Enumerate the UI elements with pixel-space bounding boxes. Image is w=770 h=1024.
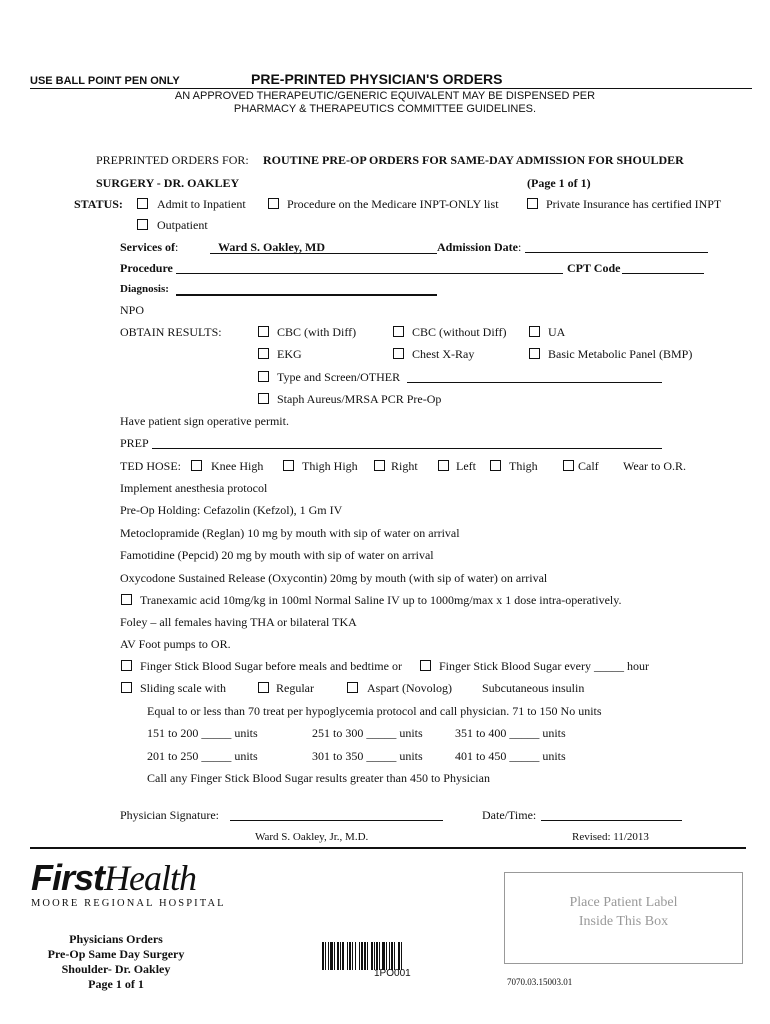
- staph-label: Staph Aureus/MRSA PCR Pre-Op: [277, 392, 442, 406]
- private-insurance-checkbox[interactable]: [527, 198, 538, 209]
- barcode-bar: [371, 942, 373, 970]
- foley-order: Foley – all females having THA or bilateral TKA: [120, 615, 357, 629]
- staph-checkbox[interactable]: [258, 393, 269, 404]
- left-label: Left: [456, 459, 476, 473]
- procedure-field[interactable]: [176, 273, 563, 274]
- sliding-scale-label: Sliding scale with: [140, 681, 226, 695]
- obtain-results-label: OBTAIN RESULTS:: [120, 325, 222, 339]
- revised-date: Revised: 11/2013: [572, 831, 649, 843]
- thigh-high-label: Thigh High: [302, 459, 358, 473]
- page-indicator: (Page 1 of 1): [527, 176, 591, 190]
- barcode-bar: [389, 942, 390, 970]
- scale-151-200: 151 to 200 _____ units: [147, 726, 258, 740]
- orders-for-label: PREPRINTED ORDERS FOR:: [96, 153, 249, 167]
- barcode-text: 1PO001: [374, 968, 411, 979]
- barcode-bar: [364, 942, 366, 970]
- regular-checkbox[interactable]: [258, 682, 269, 693]
- form-name-block: [36, 932, 196, 992]
- barcode-bar: [349, 942, 351, 970]
- form-number: 7070.03.15003.01: [507, 977, 573, 987]
- cbc-no-diff-label: CBC (without Diff): [412, 325, 507, 339]
- sliding-scale-checkbox[interactable]: [121, 682, 132, 693]
- anesthesia-order: Implement anesthesia protocol: [120, 481, 268, 495]
- patient-label-box[interactable]: [504, 872, 743, 964]
- outpatient-label: Outpatient: [157, 218, 208, 232]
- npo-label: NPO: [120, 303, 145, 317]
- barcode-bar: [352, 942, 353, 970]
- wear-to-or-label: Wear to O.R.: [623, 459, 687, 473]
- barcode-bar: [330, 942, 333, 970]
- ua-checkbox[interactable]: [529, 326, 540, 337]
- barcode-bar: [322, 942, 324, 970]
- barcode-bar: [328, 942, 329, 970]
- services-value: Ward S. Oakley, MD: [218, 240, 326, 254]
- orders-title-1: ROUTINE PRE-OP ORDERS FOR SAME-DAY ADMISSION FOR SHOULDER: [263, 153, 684, 167]
- scale-301-350: 301 to 350 _____ units: [312, 749, 423, 763]
- fsbs-meals-checkbox[interactable]: [121, 660, 132, 671]
- type-screen-checkbox[interactable]: [258, 371, 269, 382]
- calf-checkbox[interactable]: [563, 460, 574, 471]
- tranexamic-order: Tranexamic acid 10mg/kg in 100ml Normal Saline IV up to 1000mg/max x 1 dose intra-operatively.: [140, 593, 622, 607]
- header-rule: [30, 88, 752, 89]
- ekg-label: EKG: [277, 347, 302, 361]
- cpt-code-field[interactable]: [622, 273, 704, 274]
- barcode-bar: [382, 942, 385, 970]
- physician-name: Ward S. Oakley, Jr., M.D.: [255, 831, 369, 843]
- fsbs-meals-order: Finger Stick Blood Sugar before meals and bedtime or: [140, 659, 402, 673]
- barcode-bar: [359, 942, 360, 970]
- barcode-bar: [355, 942, 356, 970]
- cbc-diff-label: CBC (with Diff): [277, 325, 357, 339]
- form-name-line-4: Page 1 of 1: [88, 977, 144, 991]
- fsbs-every-order: Finger Stick Blood Sugar every _____ hour: [439, 659, 649, 673]
- date-time-label: Date/Time:: [482, 808, 537, 822]
- right-label: Right: [391, 459, 418, 473]
- thigh-high-checkbox[interactable]: [283, 460, 294, 471]
- scale-351-400: 351 to 400 _____ units: [455, 726, 566, 740]
- admit-inpatient-label: Admit to Inpatient: [157, 197, 246, 211]
- left-checkbox[interactable]: [438, 460, 449, 471]
- services-line: [210, 253, 437, 254]
- barcode-bar: [347, 942, 348, 970]
- barcode-bar: [337, 942, 339, 970]
- medicare-inpt-checkbox[interactable]: [268, 198, 279, 209]
- form-name-line-2: Pre-Op Same Day Surgery: [47, 947, 185, 961]
- procedure-label: Procedure: [120, 261, 173, 275]
- services-label: Services of:: [120, 240, 179, 254]
- barcode-bar: [342, 942, 344, 970]
- cbc-diff-checkbox[interactable]: [258, 326, 269, 337]
- oxycontin-order: Oxycodone Sustained Release (Oxycontin) 20mg by mouth (with sip of water) on arrival: [120, 571, 548, 585]
- form-name-line-1: Physicians Orders: [69, 932, 163, 946]
- prep-label: PREP: [120, 436, 149, 450]
- patient-label-text-2: Inside This Box: [578, 914, 669, 929]
- tranexamic-checkbox[interactable]: [121, 594, 132, 605]
- scale-251-300: 251 to 300 _____ units: [312, 726, 423, 740]
- outpatient-checkbox[interactable]: [137, 219, 148, 230]
- bmp-label: Basic Metabolic Panel (BMP): [548, 347, 693, 361]
- call-physician-order: Call any Finger Stick Blood Sugar results greater than 450 to Physician: [147, 771, 490, 785]
- barcode-bar: [386, 942, 387, 970]
- barcode-bar: [394, 942, 395, 970]
- type-screen-other-field[interactable]: [407, 382, 662, 383]
- diagnosis-label: Diagnosis:: [120, 283, 169, 295]
- knee-high-checkbox[interactable]: [191, 460, 202, 471]
- admission-date-label: Admission Date:: [437, 240, 522, 254]
- fsbs-every-checkbox[interactable]: [420, 660, 431, 671]
- scale-201-250: 201 to 250 _____ units: [147, 749, 258, 763]
- chest-xray-checkbox[interactable]: [393, 348, 404, 359]
- form-name-line-3: Shoulder- Dr. Oakley: [61, 962, 171, 976]
- barcode-bar: [401, 942, 402, 970]
- pepcid-order: Famotidine (Pepcid) 20 mg by mouth with sip of water on arrival: [120, 548, 434, 562]
- bmp-checkbox[interactable]: [529, 348, 540, 359]
- chest-xray-label: Chest X-Ray: [412, 347, 475, 361]
- reglan-order: Metoclopramide (Reglan) 10 mg by mouth with sip of water on arrival: [120, 526, 460, 540]
- medicare-inpt-label: Procedure on the Medicare INPT-ONLY list: [287, 197, 499, 211]
- hospital-name: MOORE REGIONAL HOSPITAL: [31, 898, 226, 909]
- scale-low: Equal to or less than 70 treat per hypoglycemia protocol and call physician. 71 to 150 No units: [147, 704, 602, 718]
- regular-label: Regular: [276, 681, 314, 695]
- ua-label: UA: [548, 325, 566, 339]
- barcode-bar: [340, 942, 341, 970]
- admit-inpatient-checkbox[interactable]: [137, 198, 148, 209]
- aspart-checkbox[interactable]: [347, 682, 358, 693]
- ekg-checkbox[interactable]: [258, 348, 269, 359]
- right-checkbox[interactable]: [374, 460, 385, 471]
- prep-field[interactable]: [152, 448, 662, 449]
- scale-401-450: 401 to 450 _____ units: [455, 749, 566, 763]
- signature-label: Physician Signature:: [120, 808, 219, 822]
- firsthealth-logo: FirstHealth: [31, 857, 196, 898]
- calf-label: Calf: [578, 459, 599, 473]
- knee-high-label: Knee High: [211, 459, 264, 473]
- aspart-label: Aspart (Novolog): [367, 681, 452, 695]
- subq-insulin-label: Subcutaneous insulin: [482, 681, 585, 695]
- footer-rule: [30, 847, 746, 849]
- header-sub-2: PHARMACY & THERAPEUTICS COMMITTEE GUIDELINES.: [233, 103, 537, 115]
- barcode-bar: [379, 942, 380, 970]
- barcode-bar: [376, 942, 378, 970]
- type-screen-label: Type and Screen/OTHER: [277, 370, 401, 384]
- barcode-bar: [334, 942, 335, 970]
- status-label: STATUS:: [74, 197, 123, 211]
- barcode-bar: [325, 942, 326, 970]
- header-sub-1: AN APPROVED THERAPEUTIC/GENERIC EQUIVALENT MAY BE DISPENSED PER: [174, 90, 596, 102]
- thigh-checkbox[interactable]: [490, 460, 501, 471]
- barcode-bar: [391, 942, 393, 970]
- barcode-bar: [367, 942, 368, 970]
- admission-date-field[interactable]: [525, 252, 708, 253]
- patient-label-text-1: Place Patient Label: [569, 895, 678, 910]
- cpt-code-label: CPT Code: [567, 261, 621, 275]
- cbc-no-diff-checkbox[interactable]: [393, 326, 404, 337]
- sign-permit-order: Have patient sign operative permit.: [120, 414, 289, 428]
- av-foot-order: AV Foot pumps to OR.: [120, 637, 231, 651]
- form-title: PRE-PRINTED PHYSICIAN'S ORDERS: [251, 71, 503, 87]
- ted-hose-label: TED HOSE:: [120, 459, 181, 473]
- barcode-bar: [398, 942, 400, 970]
- barcode-bar: [374, 942, 375, 970]
- barcode-bar: [361, 942, 363, 970]
- cefazolin-order: Pre-Op Holding: Cefazolin (Kefzol), 1 Gm IV: [120, 503, 343, 517]
- pen-note: USE BALL POINT PEN ONLY: [30, 75, 180, 87]
- private-insurance-label: Private Insurance has certified INPT: [546, 197, 722, 211]
- thigh-label: Thigh: [509, 459, 538, 473]
- orders-title-2: SURGERY - DR. OAKLEY: [96, 176, 240, 190]
- barcode: [322, 942, 460, 970]
- signature-field[interactable]: [230, 820, 443, 821]
- date-time-field[interactable]: [541, 820, 682, 821]
- diagnosis-field[interactable]: [176, 294, 437, 296]
